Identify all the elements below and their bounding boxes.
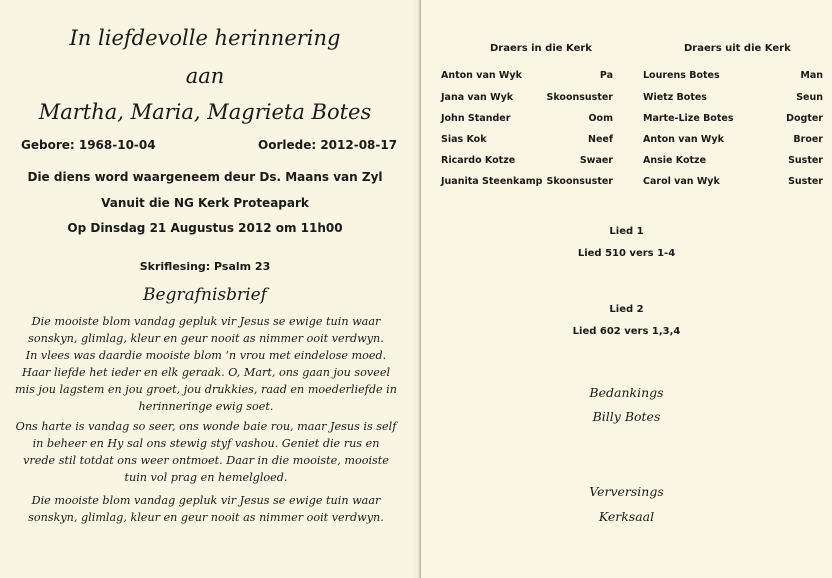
bearer-row (441, 155, 613, 169)
bearer-relation: Man (800, 70, 823, 81)
letter-line: Die mooiste blom vandag gepluk vir Jesus se ewige tuin waar (31, 494, 381, 507)
bearer-relation: Suster (788, 176, 823, 187)
death-date: Oorlede: 2012-08-17 (258, 138, 398, 152)
bearers-in-heading: Draers in die Kerk (490, 43, 592, 54)
scripture-reading: Skriflesing: Psalm 23 (139, 260, 271, 273)
hymn-1-detail: Lied 510 vers 1-4 (577, 248, 676, 259)
letter-line: sonskyn, glimlag, kleur en geur nooit as nimmer ooit verdwyn. (28, 511, 384, 524)
letter-line: Die mooiste blom vandag gepluk vir Jesus se ewige tuin waar (31, 315, 381, 328)
letter-line: vrede stil totdat ons weer ontmoet. Daar in die mooiste, mooiste (23, 454, 389, 467)
bearer-row (643, 176, 823, 190)
bearer-name: Juanita Steenkamp (441, 176, 543, 187)
letter-paragraph-1 (14, 313, 398, 415)
service-venue: Vanuit die NG Kerk Proteapark (101, 196, 309, 210)
bearer-row (441, 134, 613, 148)
bearer-relation: Swaer (579, 155, 613, 166)
fold-shadow (411, 0, 419, 578)
hymn-2-title: Lied 2 (609, 304, 644, 315)
service-officiant: Die diens word waargeneem deur Ds. Maans van Zyl (27, 170, 383, 184)
bearer-row (643, 70, 823, 84)
bearer-relation: Seun (796, 92, 823, 103)
bearer-name: Ansie Kotze (643, 155, 707, 166)
hymn-1-title: Lied 1 (609, 226, 644, 237)
bearer-name: Wietz Botes (643, 92, 707, 103)
bearer-row (643, 155, 823, 169)
refreshments-location: Kerksaal (598, 509, 655, 524)
deceased-name: Martha, Maria, Magrieta Botes (38, 100, 372, 124)
letter-paragraph-2 (14, 418, 398, 486)
thanks-by: Billy Botes (592, 409, 661, 424)
birth-date: Gebore: 1968-10-04 (21, 138, 156, 152)
bearer-name: Anton van Wyk (643, 134, 724, 145)
letter-line: Haar liefde het ieder en elk geraak. O, Mart, ons gaan jou soveel (21, 366, 391, 379)
bearer-name: Lourens Botes (643, 70, 720, 81)
letter-line: In vlees was daardie mooiste blom ‘n vrou met eindelose moed. (25, 349, 387, 362)
letter-line: herinneringe ewig soet. (138, 400, 274, 413)
bearer-name: Sias Kok (441, 134, 487, 145)
bearer-relation: Skoonsuster (546, 92, 613, 103)
bearer-row (441, 70, 613, 84)
memorial-title-aan: aan (185, 64, 225, 88)
bearer-relation: Neef (588, 134, 613, 145)
memorial-title: In liefdevolle herinnering (69, 26, 341, 50)
letter-line: mis jou lagstem en jou groet, jou drukkies, raad en moederliefde in (15, 383, 397, 396)
refreshments-heading: Verversings (589, 484, 664, 499)
bearer-row (441, 113, 613, 127)
letter-line: Ons harte is vandag so seer, ons wonde baie rou, maar Jesus is self (15, 420, 397, 433)
bearer-name: Jana van Wyk (441, 92, 514, 103)
bearer-name: Ricardo Kotze (441, 155, 516, 166)
bearer-row (441, 176, 613, 190)
service-datetime: Op Dinsdag 21 Augustus 2012 om 11h00 (67, 221, 343, 235)
thanks-heading: Bedankings (589, 385, 664, 400)
bearer-row (643, 92, 823, 106)
bearers-out-heading: Draers uit die Kerk (684, 43, 791, 54)
bearer-name: Carol van Wyk (643, 176, 720, 187)
bearer-name: Marte-Lize Botes (643, 113, 734, 124)
letter-line: tuin vol prag en hemelgloed. (124, 471, 288, 484)
hymn-2-detail: Lied 602 vers 1,3,4 (572, 326, 681, 337)
bearer-relation: Suster (788, 155, 823, 166)
bearer-relation: Oom (588, 113, 613, 124)
letter-line: sonskyn, glimlag, kleur en geur nooit as nimmer ooit verdwyn. (28, 332, 384, 345)
bearer-relation: Broer (793, 134, 823, 145)
bearer-name: Anton van Wyk (441, 70, 522, 81)
letter-paragraph-3 (14, 492, 398, 526)
bearer-row (643, 113, 823, 127)
bearer-relation: Dogter (786, 113, 823, 124)
bearer-name: John Stander (441, 113, 511, 124)
bearer-relation: Skoonsuster (546, 176, 613, 187)
letter-line: in beheer en Hy sal ons stewig styf vashou. Geniet die rus en (32, 437, 380, 450)
bearer-row (643, 134, 823, 148)
bearer-row (441, 92, 613, 106)
bearer-relation: Pa (599, 70, 613, 81)
letter-heading: Begrafnisbrief (143, 285, 267, 305)
